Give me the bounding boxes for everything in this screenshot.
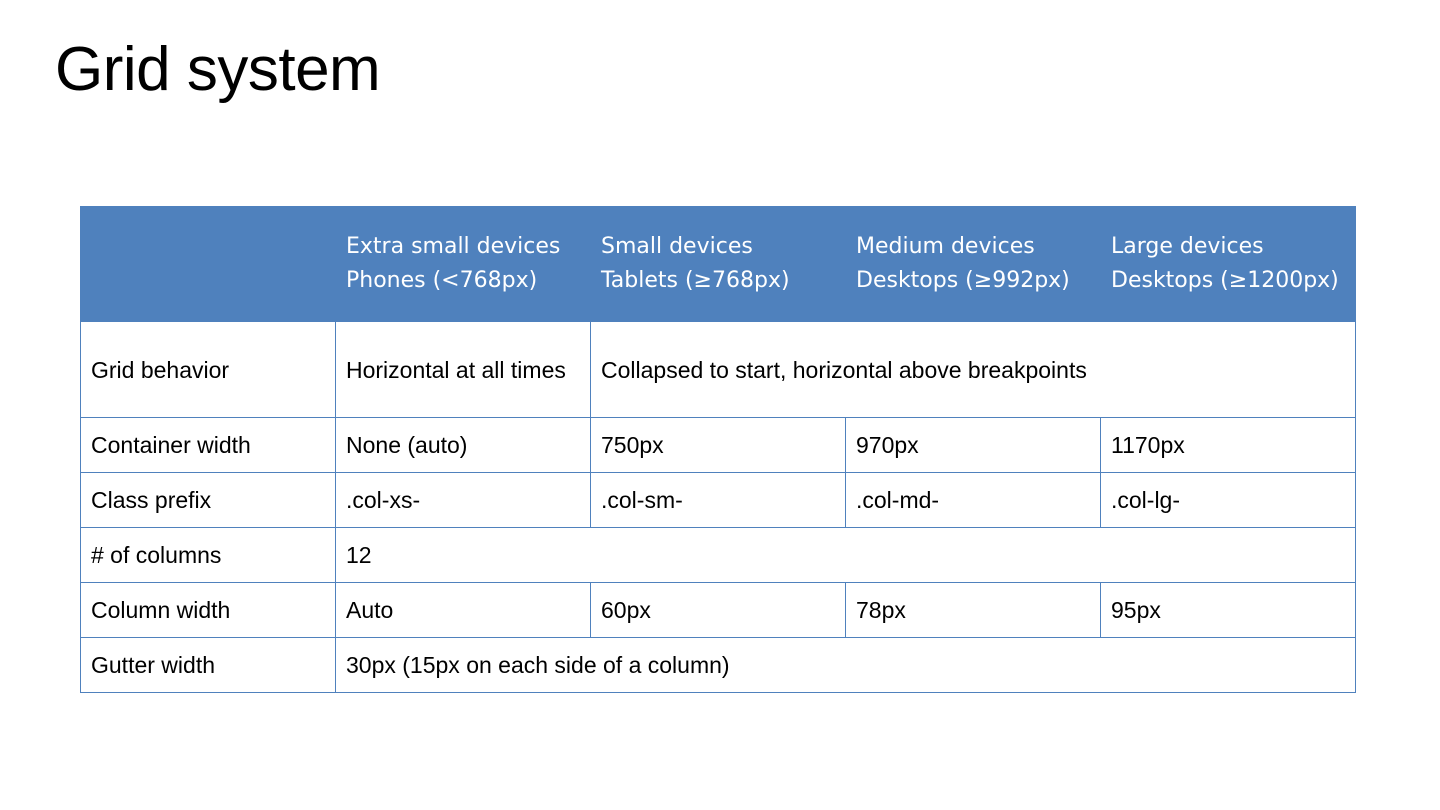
header-cell-large: Large devices Desktops (≥1200px)	[1101, 207, 1356, 322]
grid-comparison-table	[80, 206, 1356, 693]
header-cell-small: Small devices Tablets (≥768px)	[591, 207, 846, 322]
table-row-column-width	[81, 583, 1356, 638]
cell-all-sizes: 30px (15px on each side of a column)	[336, 638, 1356, 693]
slide-title: Grid system	[55, 35, 381, 104]
table-header	[81, 207, 1356, 322]
cell-extra-small: Horizontal at all times	[336, 322, 591, 418]
table-row-grid-behavior	[81, 322, 1356, 418]
row-label: Container width	[81, 418, 336, 473]
cell-large: 95px	[1101, 583, 1356, 638]
row-label: Class prefix	[81, 473, 336, 528]
cell-all-sizes: 12	[336, 528, 1356, 583]
cell-extra-small: .col-xs-	[336, 473, 591, 528]
header-cell-blank	[81, 207, 336, 322]
row-label: Gutter width	[81, 638, 336, 693]
row-label: Grid behavior	[81, 322, 336, 418]
table-body	[81, 322, 1356, 693]
cell-medium: 78px	[846, 583, 1101, 638]
header-cell-extra-small: Extra small devices Phones (<768px)	[336, 207, 591, 322]
cell-extra-small: Auto	[336, 583, 591, 638]
cell-small: .col-sm-	[591, 473, 846, 528]
header-row	[81, 207, 1356, 322]
header-cell-medium: Medium devices Desktops (≥992px)	[846, 207, 1101, 322]
table-row-num-columns	[81, 528, 1356, 583]
table-row-container-width	[81, 418, 1356, 473]
cell-small: 60px	[591, 583, 846, 638]
cell-large: .col-lg-	[1101, 473, 1356, 528]
cell-small: 750px	[591, 418, 846, 473]
cell-small-to-large: Collapsed to start, horizontal above breakpoints	[591, 322, 1356, 418]
table-row-class-prefix	[81, 473, 1356, 528]
cell-extra-small: None (auto)	[336, 418, 591, 473]
cell-large: 1170px	[1101, 418, 1356, 473]
row-label: # of columns	[81, 528, 336, 583]
cell-medium: .col-md-	[846, 473, 1101, 528]
table-row-gutter-width	[81, 638, 1356, 693]
cell-medium: 970px	[846, 418, 1101, 473]
row-label: Column width	[81, 583, 336, 638]
